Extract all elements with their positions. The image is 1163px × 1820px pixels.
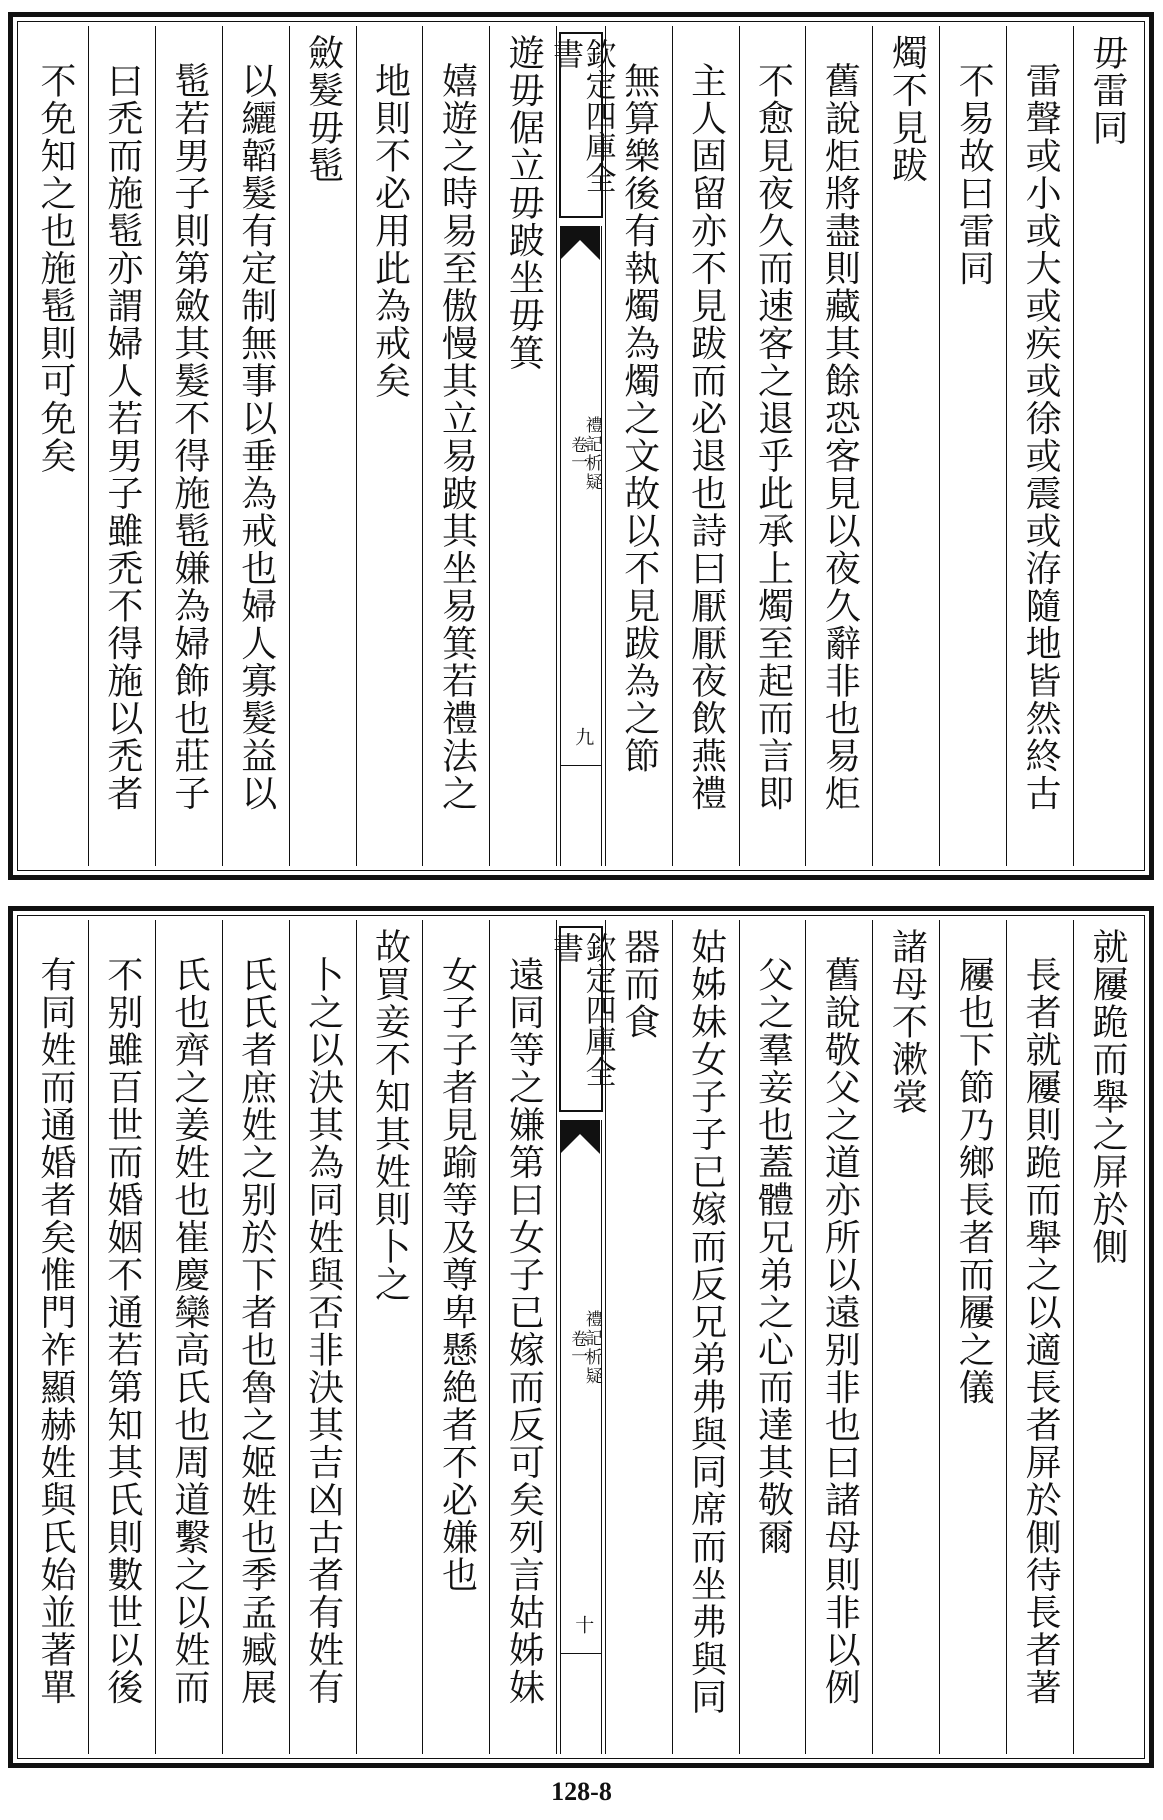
- center-spine: [547, 920, 616, 1754]
- heading-line: 燭不見跋: [886, 34, 928, 184]
- heading-line: 毋雷同: [1087, 34, 1129, 147]
- text-column: [22, 920, 88, 1754]
- spine-rule: [560, 1653, 601, 1654]
- book-title: 禮記析疑: [581, 416, 602, 492]
- commentary-line: 主人固留亦不見跋而必退也詩曰厭厭夜飲燕禮: [685, 62, 727, 812]
- text-column: [489, 26, 556, 866]
- text-column: [88, 26, 155, 866]
- commentary-line: 遠同等之嫌第曰女子已嫁而反可矣列言姑姊妹: [503, 956, 545, 1706]
- heading-line: 斂髮毋髢: [302, 34, 344, 184]
- book-title: 禮記析疑: [581, 1310, 602, 1386]
- text-column: [356, 920, 423, 1754]
- commentary-line: 屨也下節乃鄉長者而屨之儀: [953, 956, 995, 1406]
- commentary-line: 雷聲或小或大或疾或徐或震或洊隨地皆然終古: [1020, 62, 1062, 812]
- commentary-line: 女子子者見踰等及尊卑懸絶者不必嫌也: [436, 956, 478, 1594]
- text-column: [155, 920, 222, 1754]
- commentary-line: 不愈見夜久而速客之退乎此承上燭至起而言即: [752, 62, 794, 812]
- text-column: [222, 26, 289, 866]
- commentary-line: 地則不必用此為戒矣: [369, 62, 411, 400]
- text-column: [88, 920, 155, 1754]
- heading-line: 姑姊妹女子子已嫁而反兄弟弗與同席而坐弗與同: [685, 928, 727, 1716]
- text-column: [672, 920, 739, 1754]
- commentary-line: 不易故曰雷同: [953, 62, 995, 287]
- text-column: [805, 920, 872, 1754]
- commentary-line: 舊說炬將盡則藏其餘恐客見以夜久辭非也易炬: [819, 62, 861, 812]
- text-column: [872, 26, 939, 866]
- center-spine: [547, 26, 616, 866]
- commentary-line: 舊說敬父之道亦所以遠别非也曰諸母則非以例: [819, 956, 861, 1706]
- text-column: [422, 26, 489, 866]
- fishtail-ornament: [560, 1120, 600, 1154]
- commentary-line: 父之羣妾也蓋體兄弟之心而達其敬爾: [752, 956, 794, 1556]
- heading-line: 故買妾不知其姓則卜之: [369, 928, 411, 1303]
- page-number: 128-8: [551, 1777, 612, 1806]
- commentary-line: 不免知之也施髢則可免矣: [35, 62, 76, 475]
- commentary-line: 不别雖百世而婚姻不通若第知其氏則數世以後: [101, 956, 143, 1706]
- text-column: [739, 920, 806, 1754]
- upper-book-page: [8, 12, 1154, 880]
- text-column: [155, 26, 222, 866]
- commentary-line: 氏氏者庶姓之别於下者也魯之姬姓也季孟臧展: [235, 956, 277, 1706]
- upper-text-columns: [22, 26, 1140, 866]
- text-column: [222, 920, 289, 1754]
- text-column: [289, 920, 356, 1754]
- lower-book-page: [8, 906, 1154, 1768]
- text-column: [22, 26, 88, 866]
- folio-number: 九: [572, 727, 595, 746]
- commentary-line: 以纚韜髮有定制無事以垂為戒也婦人寡髮益以: [235, 62, 277, 812]
- heading-line: 就屨跪而舉之屏於側: [1087, 928, 1129, 1266]
- spine-rule: [560, 765, 601, 766]
- text-column: [356, 26, 423, 866]
- heading-line: 器而食: [618, 928, 660, 1041]
- text-column: [872, 920, 939, 1754]
- commentary-line: 嬉遊之時易至傲慢其立易跛其坐易箕若禮法之: [436, 62, 478, 812]
- juan-label: 卷一: [567, 1330, 588, 1364]
- commentary-line: 有同姓而通婚者矣惟門祚顯赫姓與氏始並著單: [35, 956, 76, 1706]
- text-column: [1006, 26, 1073, 866]
- text-column: [289, 26, 356, 866]
- fishtail-ornament: [560, 226, 600, 260]
- commentary-line: 氏也齊之姜姓也崔慶欒高氏也周道繫之以姓而: [168, 956, 210, 1706]
- juan-label: 卷一: [567, 436, 588, 470]
- folio-number: 十: [572, 1615, 595, 1634]
- commentary-line: 卜之以決其為同姓與否非決其吉凶古者有姓有: [302, 956, 344, 1706]
- text-column: [422, 920, 489, 1754]
- text-column: [805, 26, 872, 866]
- spine-band: [560, 226, 601, 866]
- text-column: [672, 26, 739, 866]
- text-column: [1073, 26, 1140, 866]
- commentary-line: 長者就屨則跪而舉之以適長者屏於側待長者著: [1020, 956, 1062, 1706]
- edition-title: 欽定四庫全書: [559, 926, 602, 1112]
- text-column: [939, 26, 1006, 866]
- text-column: [739, 26, 806, 866]
- text-column: [1006, 920, 1073, 1754]
- text-column: [939, 920, 1006, 1754]
- lower-text-columns: [22, 920, 1140, 1754]
- spine-band: [560, 1120, 601, 1754]
- text-column: [489, 920, 556, 1754]
- commentary-line: 曰禿而施髢亦謂婦人若男子雖禿不得施以禿者: [101, 62, 143, 812]
- heading-line: 遊毋倨立毋跛坐毋箕: [503, 34, 545, 372]
- edition-title: 欽定四庫全書: [559, 32, 602, 218]
- commentary-line: 無算樂後有執燭為燭之文故以不見跋為之節: [618, 62, 660, 775]
- text-column: [1073, 920, 1140, 1754]
- heading-line: 諸母不漱裳: [886, 928, 928, 1116]
- commentary-line: 髢若男子則第斂其髮不得施髢嫌為婦飾也莊子: [168, 62, 210, 812]
